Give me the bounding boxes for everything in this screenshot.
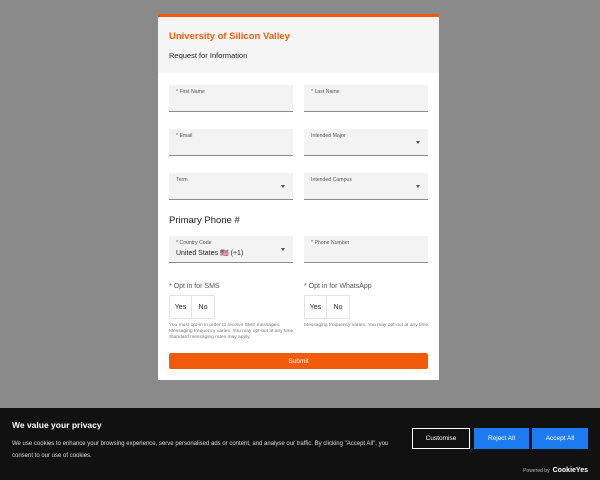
chevron-down-icon — [281, 248, 285, 251]
powered-by — [523, 467, 588, 474]
form-header — [158, 17, 439, 73]
whatsapp-yes-button[interactable]: Yes — [305, 296, 327, 318]
intended-major-label: Intended Major — [311, 133, 346, 139]
university-title: University of Silicon Valley — [169, 31, 290, 42]
chevron-down-icon — [416, 141, 420, 144]
sms-no-button[interactable]: No — [198, 303, 208, 311]
primary-phone-title: Primary Phone # — [169, 215, 240, 226]
whatsapp-opt-in-label: * Opt in for WhatsApp — [304, 283, 372, 290]
cookieyes-logo[interactable]: CookieYes — [552, 467, 588, 474]
whatsapp-disclaimer: Messaging frequency varies. You may opt-out at any time. — [304, 323, 430, 328]
email-label: * Email — [176, 133, 193, 139]
chevron-down-icon — [416, 185, 420, 188]
powered-by-label: Powered by — [523, 468, 550, 474]
phone-number-label: * Phone Number — [311, 240, 350, 246]
country-code-label: * Country Code — [176, 240, 212, 246]
cookie-title: We value your privacy — [12, 420, 102, 430]
cookie-banner — [0, 408, 600, 480]
accept-all-button[interactable]: Accept All — [532, 428, 588, 449]
form-subtitle: Request for Information — [169, 51, 248, 60]
rfi-form-card — [158, 14, 439, 380]
submit-button[interactable]: Submit — [169, 353, 428, 369]
term-select[interactable] — [169, 173, 293, 200]
first-name-label: * First Name — [176, 89, 205, 95]
first-name-field[interactable] — [169, 85, 293, 112]
cookie-text: We use cookies to enhance your browsing experience, serve personalised ads or content, and analyse our traffic. By clicking "Accept All", you consent to our use of cookies. — [12, 441, 389, 459]
last-name-field[interactable] — [304, 85, 428, 112]
intended-campus-label: Intended Campus — [311, 177, 352, 183]
customise-button[interactable]: Customise — [412, 428, 470, 449]
sms-yes-button[interactable]: Yes — [170, 296, 192, 318]
term-label: Term — [176, 177, 188, 183]
whatsapp-opt-in-toggle — [304, 295, 350, 319]
email-field[interactable] — [169, 129, 293, 156]
country-code-select[interactable] — [169, 236, 293, 263]
whatsapp-no-button[interactable]: No — [333, 303, 343, 311]
chevron-down-icon — [281, 185, 285, 188]
intended-campus-select[interactable] — [304, 173, 428, 200]
intended-major-select[interactable] — [304, 129, 428, 156]
sms-opt-in-label: * Opt in for SMS — [169, 283, 220, 290]
country-code-value: United States 🇺🇸 (+1) — [176, 250, 244, 257]
last-name-label: * Last Name — [311, 89, 340, 95]
phone-number-field[interactable] — [304, 236, 428, 263]
reject-all-button[interactable]: Reject All — [474, 428, 529, 449]
sms-opt-in-toggle — [169, 295, 215, 319]
sms-disclaimer: You must opt-in in order to receive SMS messages. Messaging frequency varies. You may opt-out at any time. Standard messaging rates may apply. — [169, 323, 295, 340]
